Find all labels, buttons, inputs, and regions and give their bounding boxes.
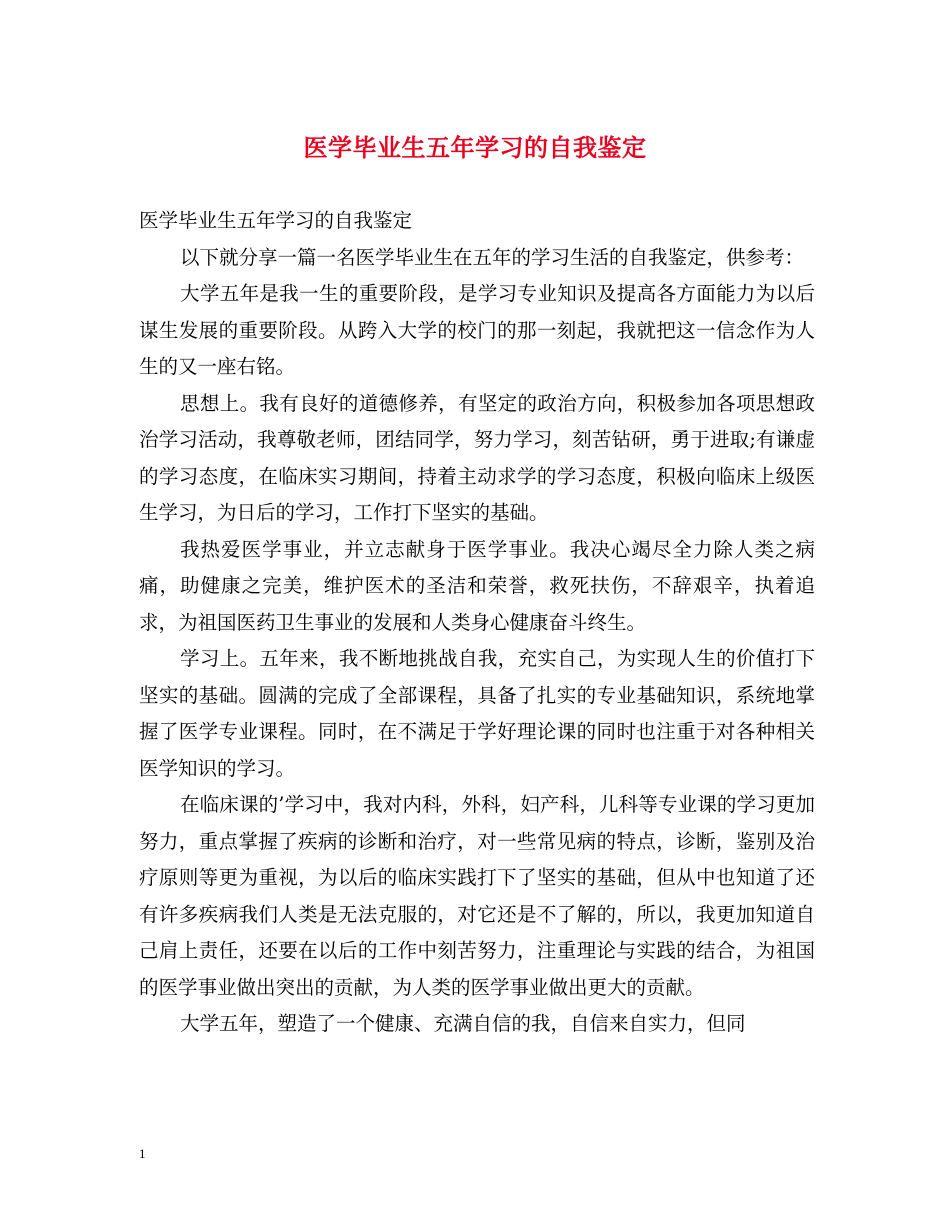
paragraph-intro: 以下就分享一篇一名医学毕业生在五年的学习生活的自我鉴定，供参考：	[180, 245, 805, 269]
paragraph-university-years: 大学五年是我一生的重要阶段，是学习专业知识及提高各方面能力为以后谋生发展的重要阶段。从跨入大学的校门的那一刻起，我就把这一信念作为人生的又一座右铭。	[139, 282, 815, 378]
document-body	[139, 203, 815, 1043]
page-number: 1	[139, 1146, 146, 1161]
paragraph-study: 学习上。五年来，我不断地挑战自我，充实自己，为实现人生的价值打下坚实的基础。圆满的完成了全部课程，具备了扎实的专业基础知识，系统地掌握了医学专业课程。同时，在不满足于学好理论课的同时也注重于对各种相关医学知识的学习。	[139, 647, 815, 780]
paragraph-ideology: 思想上。我有良好的道德修养，有坚定的政治方向，积极参加各项思想政治学习活动，我尊敬老师，团结同学，努力学习，刻苦钻研，勇于进取;有谦虚的学习态度，在临床实习期间，持着主动求学的学习态度，积极向临床上级医生学习，为日后的学习，工作打下坚实的基础。	[139, 391, 815, 524]
paragraph-conclusion: 大学五年，塑造了一个健康、充满自信的我，自信来自实力，但同	[180, 1012, 746, 1035]
document-title: 医学毕业生五年学习的自我鉴定	[303, 133, 647, 162]
paragraph-medical-career: 我热爱医学事业，并立志献身于医学事业。我决心竭尽全力除人类之病痛，助健康之完美，维护医术的圣洁和荣誉，救死扶伤，不辞艰辛，执着追求，为祖国医药卫生事业的发展和人类身心健康奋斗终生。	[139, 537, 815, 634]
paragraph-clinical-courses: 在临床课的’学习中，我对内科，外科，妇产科，儿科等专业课的学习更加努力，重点掌握了疾病的诊断和治疗，对一些常见病的特点，诊断，鉴别及治疗原则等更为重视，为以后的临床实践打下了坚实的基础，但从中也知道了还有许多疾病我们人类是无法克服的，对它还是不了解的，所以，我更加知道自己肩上责任，还要在以后的工作中刻苦努力，注重理论与实践的结合，为祖国的医学事业做出突出的贡献，为人类的医学事业做出更大的贡献。	[139, 793, 815, 999]
document-subtitle: 医学毕业生五年学习的自我鉴定	[139, 209, 413, 232]
